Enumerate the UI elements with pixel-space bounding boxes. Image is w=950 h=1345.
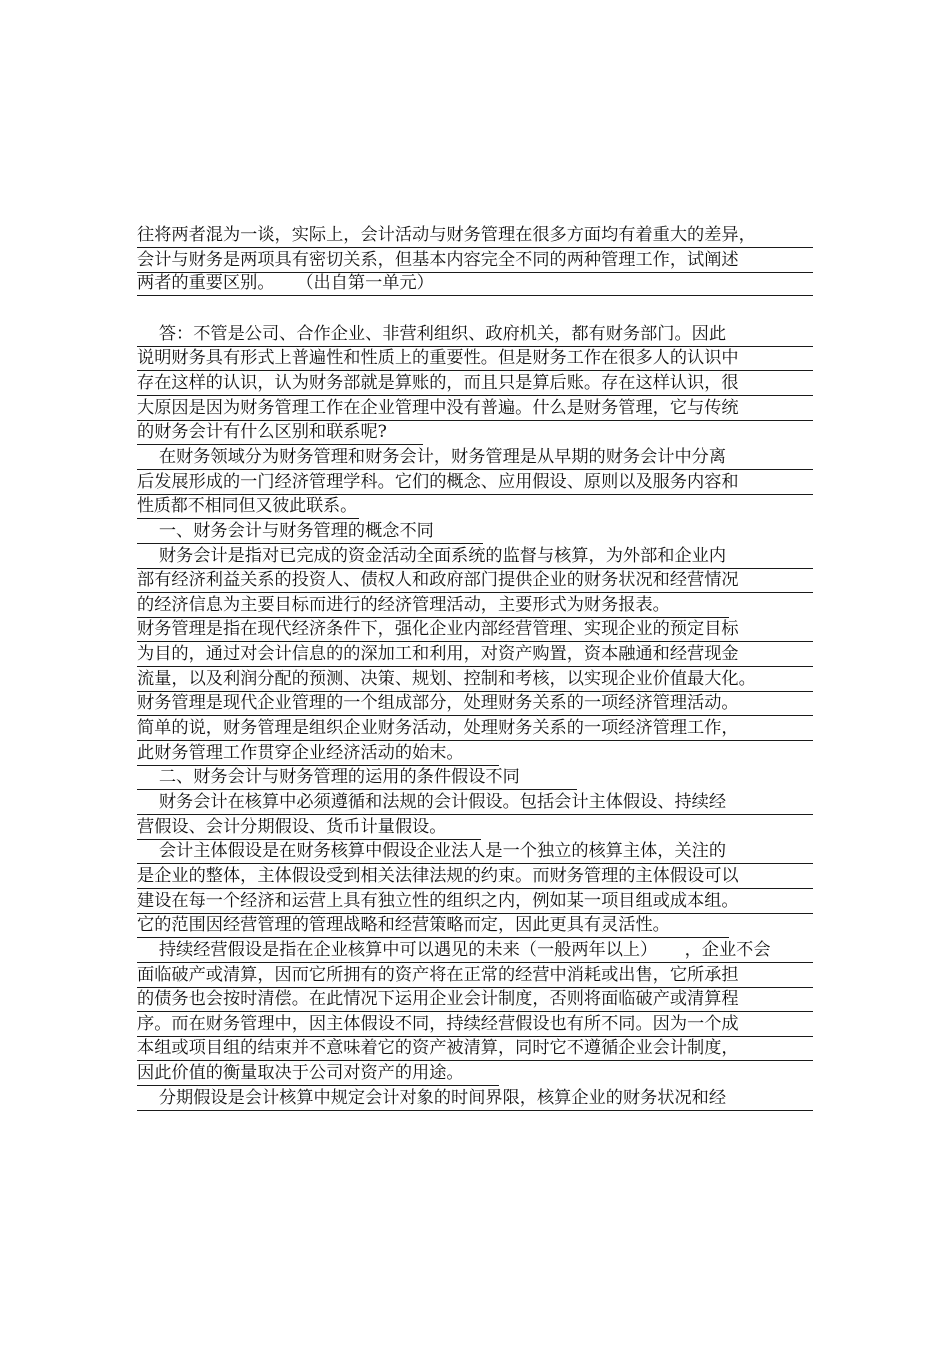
text-line: 性质都不相同但又彼此联系。 [137, 494, 359, 519]
text-line: 持续经营假设是指在企业核算中可以遇见的未来（一般两年以上） ，企业不会 [137, 938, 813, 963]
text-line: 财务管理是指在现代经济条件下，强化企业内部经营管理、实现企业的预定目标 [137, 617, 813, 642]
text-line: 本组或项目组的结束并不意味着它的资产被清算，同时它不遵循企业会计制度， [137, 1036, 813, 1061]
text-line: 说明财务具有形式上普遍性和性质上的重要性。但是财务工作在很多人的认识中 [137, 346, 813, 371]
text-line: 的经济信息为主要目标而进行的经济管理活动，主要形式为财务报表。 [137, 593, 729, 618]
text-line: 会计与财务是两项具有密切关系，但基本内容完全不同的两种管理工作，试阐述 [137, 248, 813, 273]
text-line: 它的范围因经营管理的管理战略和经营策略而定，因此更具有灵活性。 [137, 913, 729, 938]
text-line: 后发展形成的一门经济管理学科。它们的概念、应用假设、原则以及服务内容和 [137, 470, 813, 495]
text-line: 大原因是因为财务管理工作在企业管理中没有普遍。什么是财务管理，它与传统 [137, 396, 813, 421]
text-line: 建设在每一个经济和运营上具有独立性的组织之内，例如某一项目组或成本组。 [137, 889, 813, 914]
text-line: 为目的，通过对会计信息的的深加工和利用，对资产购置，资本融通和经营现金 [137, 642, 813, 667]
text-line: 分期假设是会计核算中规定会计对象的时间界限，核算企业的财务状况和经 [137, 1086, 813, 1111]
text-line: 存在这样的认识，认为财务部就是算账的，而且只是算后账。存在这样认识，很 [137, 371, 813, 396]
section-heading: 一、财务会计与财务管理的概念不同 [137, 519, 483, 544]
text-line: 面临破产或清算，因而它所拥有的资产将在正常的经营中消耗或出售，它所承担 [137, 963, 813, 988]
text-line: 会计主体假设是在财务核算中假设企业法人是一个独立的核算主体，关注的 [137, 839, 813, 864]
text-line: 序。而在财务管理中，因主体假设不同，持续经营假设也有所不同。因为一个成 [137, 1012, 813, 1037]
text-line: 财务会计是指对已完成的资金活动全面系统的监督与核算，为外部和企业内 [137, 544, 813, 569]
text-line: 部有经济利益关系的投资人、债权人和政府部门提供企业的财务状况和经营情况 [137, 568, 813, 593]
text-line: 两者的重要区别。 （出自第一单元） [137, 271, 813, 296]
text-line: 此财务管理工作贯穿企业经济活动的始末。 [137, 741, 499, 766]
text-line: 是企业的整体，主体假设受到相关法律法规的约束。而财务管理的主体假设可以 [137, 864, 813, 889]
text-line: 因此价值的衡量取决于公司对资产的用途。 [137, 1061, 499, 1086]
text-line: 简单的说，财务管理是组织企业财务活动，处理财务关系的一项经济管理工作， [137, 716, 813, 741]
text-line: 营假设、会计分期假设、货币计量假设。 [137, 815, 481, 840]
text-line: 流量，以及利润分配的预测、决策、规划、控制和考核，以实现企业价值最大化。 [137, 667, 813, 692]
text-line: 往将两者混为一谈，实际上，会计活动与财务管理在很多方面均有着重大的差异， [137, 223, 813, 248]
text-line: 在财务领域分为财务管理和财务会计，财务管理是从早期的财务会计中分离 [137, 445, 813, 470]
text-line: 的债务也会按时清偿。在此情况下运用企业会计制度，否则将面临破产或清算程 [137, 987, 813, 1012]
text-line: 的财务会计有什么区别和联系呢? [137, 420, 423, 445]
section-heading: 二、财务会计与财务管理的运用的条件假设不同 [137, 765, 577, 790]
text-line: 财务管理是现代企业管理的一个组成部分，处理财务关系的一项经济管理活动。 [137, 691, 813, 716]
text-line: 财务会计在核算中必须遵循和法规的会计假设。包括会计主体假设、持续经 [137, 790, 813, 815]
text-line: 答：不管是公司、合作企业、非营利组织、政府机关，都有财务部门。因此 [137, 322, 813, 347]
